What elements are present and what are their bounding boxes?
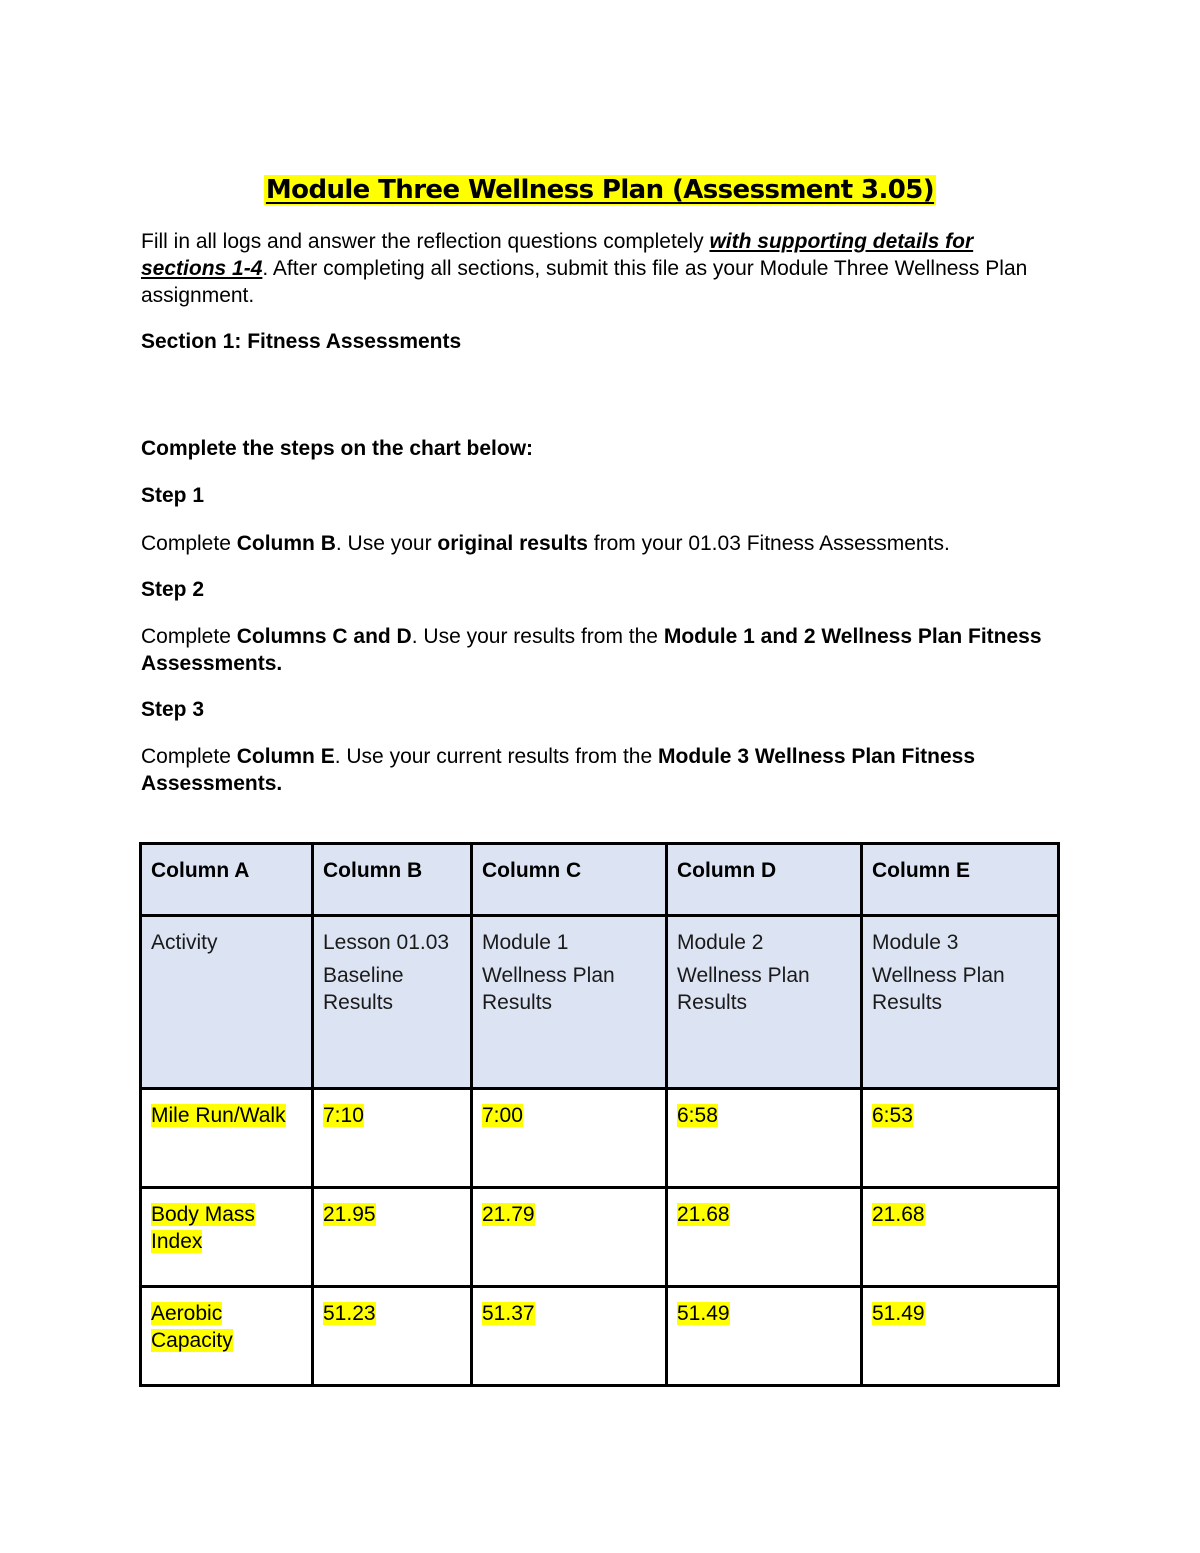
step1-heading: Step 1 [141, 484, 205, 507]
intro-emphasis: with supporting details for sections 1-4 [141, 230, 974, 280]
column-e-cell: 6:53 [862, 1089, 1059, 1188]
column-d-cell: 21.68 [667, 1188, 862, 1287]
column-c-cell: 21.79 [472, 1188, 667, 1287]
column-c-cell: 7:00 [472, 1089, 667, 1188]
header-column-a: Column A [141, 844, 313, 916]
column-d-cell: 51.49 [667, 1287, 862, 1386]
intro-text-1: Fill in all logs and answer the reflection questions completely [141, 230, 710, 253]
column-b-cell: 51.23 [313, 1287, 472, 1386]
table-row [141, 1089, 1059, 1188]
section1-heading: Section 1: Fitness Assessments [141, 330, 462, 353]
subheader-e-line2: Wellness Plan Results [872, 964, 1005, 1014]
step1-text: Complete Column B. Use your original results from your 01.03 Fitness Assessments. [141, 532, 950, 555]
column-c-cell: 51.37 [472, 1287, 667, 1386]
subheader-e-line1: Module 3 [872, 931, 959, 954]
subheader-module1 [472, 916, 667, 1089]
activity-cell: Aerobic Capacity [141, 1287, 313, 1386]
column-e-cell: 51.49 [862, 1287, 1059, 1386]
intro-paragraph [141, 228, 1061, 309]
intro-text-2: . After completing all sections, submit this file as your Module Three Wellness Plan assignment. [141, 257, 1028, 307]
document-title: Module Three Wellness Plan (Assessment 3.05) [265, 175, 935, 205]
header-column-d: Column D [667, 844, 862, 916]
subheader-c-line2: Wellness Plan Results [482, 964, 615, 1014]
table-row [141, 1287, 1059, 1386]
complete-steps-heading: Complete the steps on the chart below: [141, 437, 534, 460]
step3-heading: Step 3 [141, 698, 205, 721]
column-b-cell: 21.95 [313, 1188, 472, 1287]
activity-cell: Body Mass Index [141, 1188, 313, 1287]
step2-heading: Step 2 [141, 578, 205, 601]
subheader-module3 [862, 916, 1059, 1089]
activity-cell: Mile Run/Walk [141, 1089, 313, 1188]
subheader-b-line1: Lesson 01.03 [323, 931, 450, 954]
subheader-module2 [667, 916, 862, 1089]
table-header-row [141, 844, 1059, 916]
header-column-e: Column E [862, 844, 1059, 916]
step2-text: Complete Columns C and D. Use your results from the Module 1 and 2 Wellness Plan Fitness Assessments. [141, 625, 1042, 675]
header-column-b: Column B [313, 844, 472, 916]
fitness-results-table [139, 842, 1060, 1387]
table-row [141, 1188, 1059, 1287]
subheader-activity: Activity [141, 916, 313, 1089]
table-subheader-row [141, 916, 1059, 1089]
subheader-b-line2: Baseline Results [323, 964, 404, 1014]
column-d-cell: 6:58 [667, 1089, 862, 1188]
column-b-cell: 7:10 [313, 1089, 472, 1188]
subheader-d-line2: Wellness Plan Results [677, 964, 810, 1014]
subheader-c-line1: Module 1 [482, 931, 569, 954]
column-e-cell: 21.68 [862, 1188, 1059, 1287]
step3-text: Complete Column E. Use your current results from the Module 3 Wellness Plan Fitness Assessments. [141, 745, 976, 795]
header-column-c: Column C [472, 844, 667, 916]
subheader-d-line1: Module 2 [677, 931, 764, 954]
subheader-baseline [313, 916, 472, 1089]
